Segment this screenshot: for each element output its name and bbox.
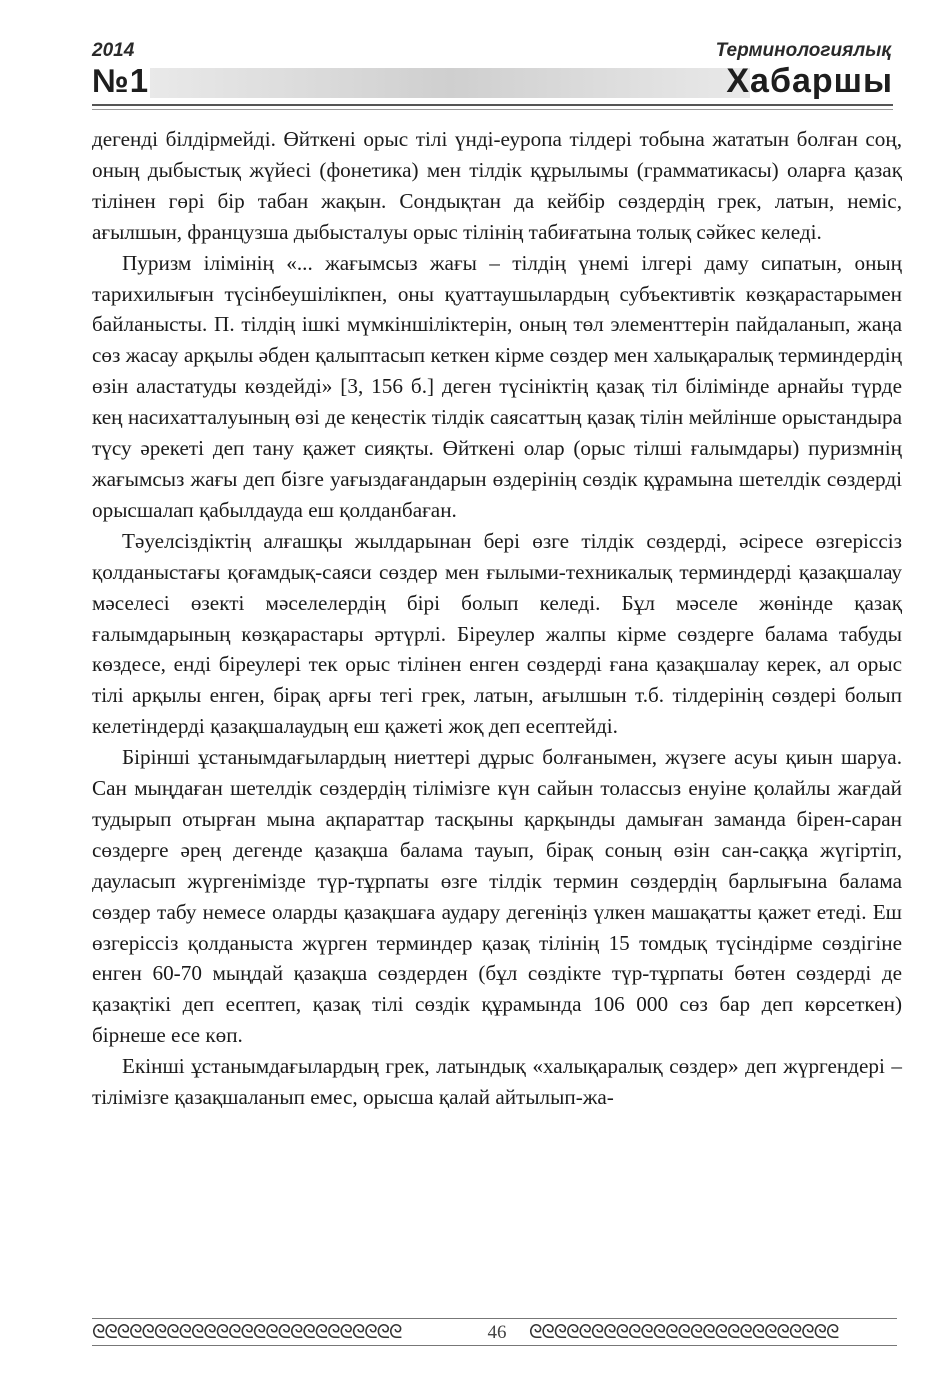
header-band xyxy=(150,68,750,98)
footer-rule-top xyxy=(92,1318,897,1319)
header-issue-number: №1 xyxy=(92,62,150,99)
footer-ornament-left-icon: ᘓᘓᘓᘓᘓᘓᘓᘓᘓᘓᘓᘓᘓᘓᘓᘓᘓᘓᘓᘓᘓᘓᘓᘓᘓ xyxy=(92,1322,402,1342)
paragraph-2: Пуризм ілімінің «... жағымсыз жағы – тілдің үнемі ілгері даму сипатын, оның тарихилығын түсінбеушілікпен, оны қуаттаушылардың субъективтік көзқарастарымен байланысты. П. тілдің ішкі мүмкіншіліктерін, оның төл элементтерін пайдаланып, жаңа сөз жасау арқылы әбден қалыптасып кеткен кірме сөздер мен халықаралық терминдердің өзін аластатуды көздейді» [3, 156 б.] деген түсініктің қазақ тіл білімінде арнайы түрде кең насихатталуының өзі де кеңестік тілдік саясаттың қазақ тілін мейлінше орыстандыра түсу әрекеті деп тану қажет сияқты. Өйткені олар (орыс тілші ғалымдары) пуризмнің жағымсыз жағы деп бізге уағыздағандарын өздерінің сөздік құрамына шетелдік сөздерді орысшалап қабылдауда еш қолданбаған. xyxy=(92,250,902,522)
article-body xyxy=(92,124,902,1113)
page-footer xyxy=(92,1318,897,1348)
header-year: 2014 xyxy=(92,40,135,61)
paragraph-1: дегенді білдірмейді. Өйткені орыс тілі үнді-еуропа тілдері тобына жататын болған соң, оның дыбыстық жүйесі (фонетика) мен тілдік құрылымы (грамматикасы) оларға қазақ тілінен гөрі бір табан жақын. Сондықтан да кейбір сөздердің грек, латын, неміс, ағылшын, французша дыбысталуы орыс тілінің табиғатына толық сәйкес келеді. xyxy=(92,127,902,244)
paragraph-4: Бірінші ұстанымдағылардың ниеттері дұрыс болғанымен, жүзеге асуы қиын шаруа. Сан мыңдаған шетелдік сөздердің тілімізге күн сайын толассыз енуіне қолайлы жағдай тудырып отырған мына ақпараттар тасқыны қарқынды дамыған заманда бірен-саран сөздерге әрең дегенде қазақша балама тауып, бірақ соның өзін сан-саққа жүгіртіп, дауласып жүргенімізде түр-тұрпаты өзге тілдік термин сөздердің барлығына балама сөздер табу немесе оларды қазақшаға аудару дегеніңіз үлкен машақатты қажет етеді. Еш өзгеріссіз қолданыста жүрген терминдер қазақ тілінің 15 томдық түсіндірме сөздігіне енген 60-70 мыңдай қазақша сөздерден (бұл сөздікте түр-тұрпаты бөтен сөздерді де қазақтікі деп есептеп, қазақ тілі сөздік құрамында 106 000 сөз бар деп көрсеткен) бірнеше есе көп. xyxy=(92,745,902,1048)
page-number: 46 xyxy=(487,1322,507,1343)
header-journal-subtitle: Терминологиялық xyxy=(715,40,891,61)
footer-rule-bottom xyxy=(92,1345,897,1346)
header-rule-thin xyxy=(92,109,893,110)
header-rule xyxy=(92,104,893,106)
paragraph-5: Екінші ұстанымдағылардың грек, латындық «халықаралық сөздер» деп жүргендері – тілімізге қазақшаланып емес, орысша қалай айтылып-жа- xyxy=(92,1054,902,1110)
paragraph-3: Тәуелсіздіктің алғашқы жылдарынан бері өзге тілдік сөздерді, әсіресе өзгеріссіз қолданыстағы қоғамдық-саяси сөздер мен ғылыми-техникалық терминдерді қазақшалау мәселесі өзекті мәселелердің бірі болып келеді. Бұл мәселе жөнінде қазақ ғалымдарының көзқарастары әртүрлі. Біреулер жалпы кірме сөздерге балама табуды көздесе, енді біреулері тек орыс тілінен енген сөздерді ғана қазақшалау керек, ал орыс тілі арқылы енген, бірақ арғы тегі грек, латын, ағылшын т.б. тілдерінің сөздері болып келетіндерді қазақшалаудың еш қажеті жоқ деп есептейді. xyxy=(92,528,902,739)
page-header xyxy=(0,0,949,125)
header-journal-title: Хабаршы xyxy=(726,62,893,100)
footer-ornament-right-icon: ᘓᘓᘓᘓᘓᘓᘓᘓᘓᘓᘓᘓᘓᘓᘓᘓᘓᘓᘓᘓᘓᘓᘓᘓᘓ xyxy=(529,1322,839,1342)
